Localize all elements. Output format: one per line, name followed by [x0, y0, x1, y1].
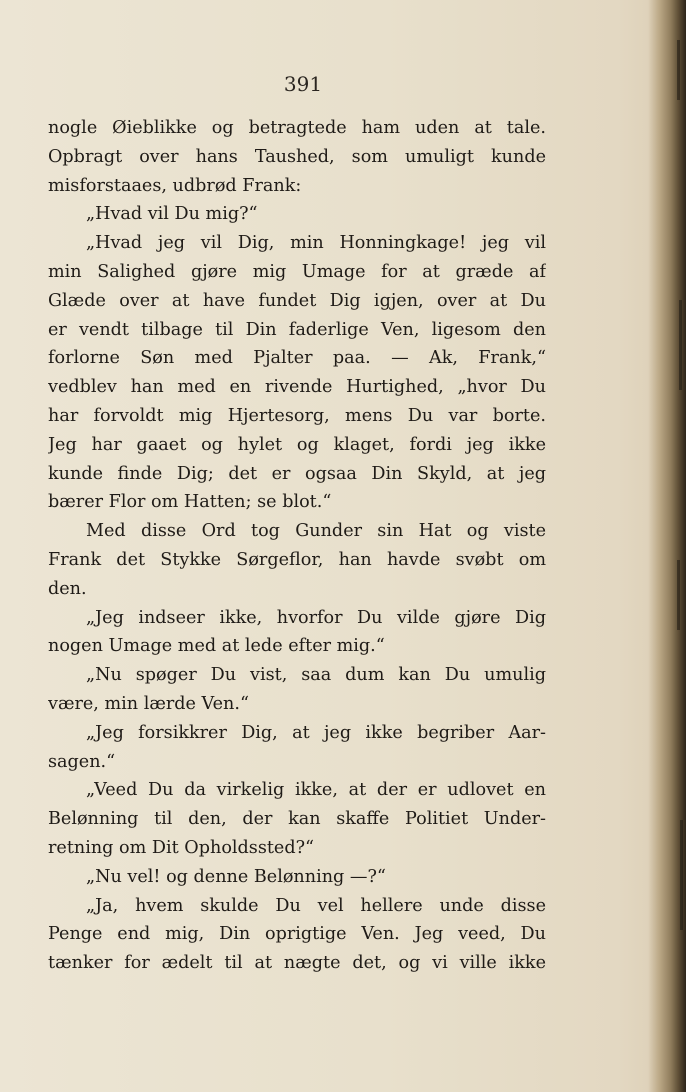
text-line: min Salighed gjøre mig Umage for at græde af	[48, 261, 546, 282]
spine-speck	[680, 820, 683, 930]
text-line: „Hvad jeg vil Dig, min Honningkage! jeg vil	[86, 233, 546, 254]
text-line: „Nu vel! og denne Belønning —?“	[86, 866, 386, 887]
spine-speck	[677, 560, 680, 630]
text-line: Penge end mig, Din oprigtige Ven. Jeg veed, Du	[48, 924, 546, 945]
text-line: „Hvad vil Du mig?“	[86, 204, 258, 225]
text-line: sagen.“	[48, 751, 116, 772]
text-line: Glæde over at have fundet Dig igjen, over at Du	[48, 290, 546, 311]
text-line: nogen Umage med at lede efter mig.“	[48, 636, 385, 657]
body-text	[48, 114, 546, 978]
text-line: „Veed Du da virkelig ikke, at der er udlovet en	[86, 780, 546, 801]
page-number: 391	[283, 72, 323, 96]
text-line: Frank det Stykke Sørgeflor, han havde svøbt om	[48, 549, 546, 570]
text-line: Jeg har gaaet og hylet og klaget, fordi jeg ikke	[48, 434, 546, 455]
text-line: retning om Dit Opholdssted?“	[48, 837, 315, 858]
text-line: Med disse Ord tog Gunder sin Hat og viste	[86, 521, 546, 542]
text-line: er vendt tilbage til Din faderlige Ven, ligesom den	[48, 319, 546, 340]
text-line: være, min lærde Ven.“	[48, 693, 249, 714]
text-line: „Nu spøger Du vist, saa dum kan Du umulig	[86, 665, 546, 686]
spine-speck	[679, 300, 682, 390]
text-line: forlorne Søn med Pjalter paa. — Ak, Frank,“	[48, 348, 546, 369]
text-line: Belønning til den, der kan skaffe Politiet Under-	[48, 809, 546, 830]
text-line: Opbragt over hans Taushed, som umuligt kunde	[48, 146, 546, 167]
text-line: den.	[48, 578, 87, 599]
spine-speck	[677, 40, 680, 100]
text-line: „Jeg forsikkrer Dig, at jeg ikke begriber Aar-	[86, 722, 546, 743]
text-line: misforstaaes, udbrød Frank:	[48, 175, 302, 196]
text-line: kunde finde Dig; det er ogsaa Din Skyld, at jeg	[48, 463, 546, 484]
text-line: „Ja, hvem skulde Du vel hellere unde disse	[86, 895, 546, 916]
text-line: bærer Flor om Hatten; se blot.“	[48, 492, 332, 513]
text-line: nogle Øieblikke og betragtede ham uden at tale.	[48, 118, 546, 138]
text-line: har forvoldt mig Hjertesorg, mens Du var borte.	[48, 405, 546, 426]
text-line: tænker for ædelt til at nægte det, og vi ville ikke	[48, 953, 546, 974]
text-line: vedblev han med en rivende Hurtighed, „hvor Du	[48, 377, 546, 398]
text-line: „Jeg indseer ikke, hvorfor Du vilde gjøre Dig	[86, 607, 546, 628]
